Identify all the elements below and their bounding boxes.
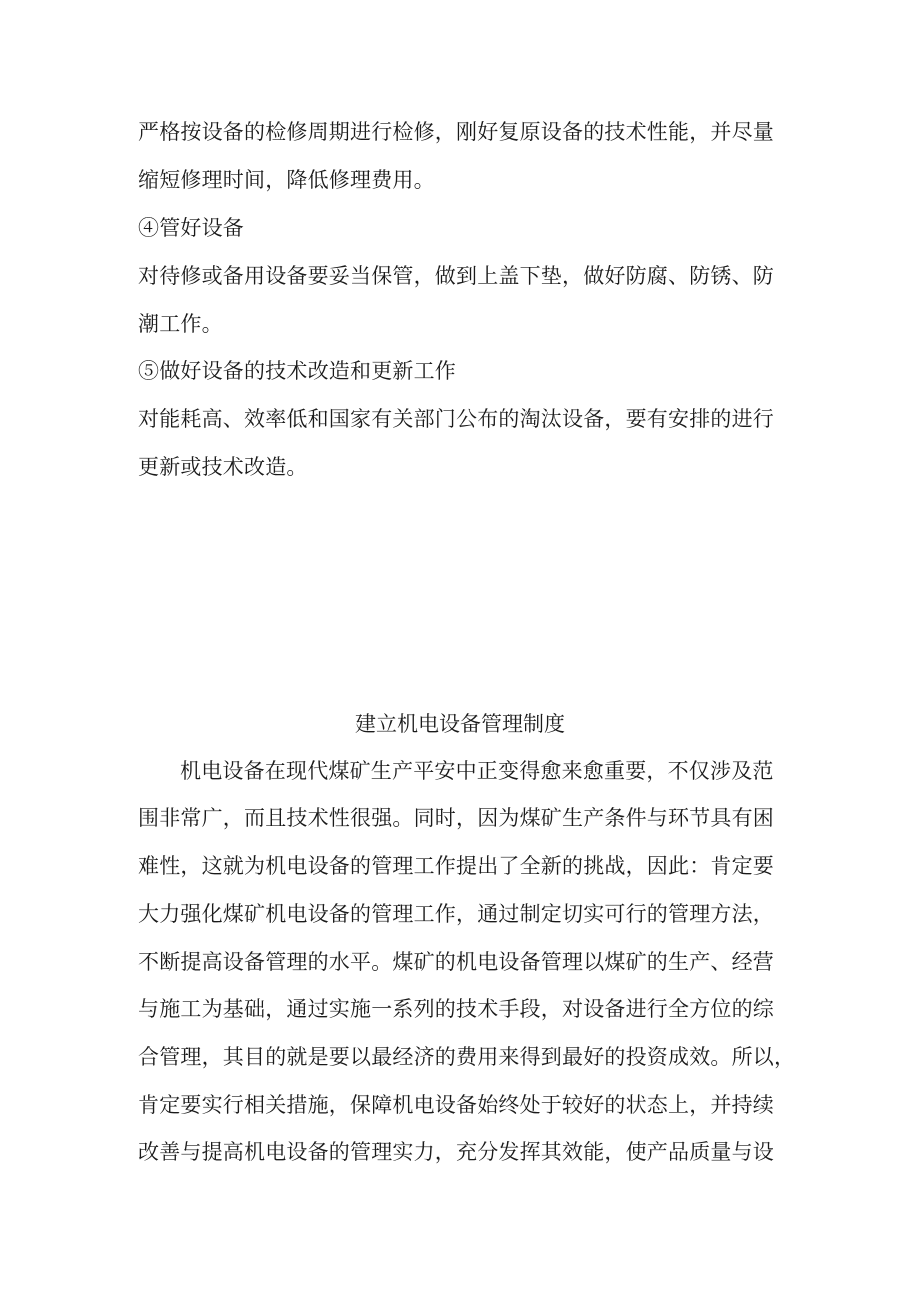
paragraph-line: 更新或技术改造。	[138, 455, 308, 479]
paragraph-line: 缩短修理时间，降低修理费用。	[138, 168, 435, 192]
paragraph-line: 严格按设备的检修周期进行检修，刚好复原设备的技术性能，并尽量	[138, 120, 774, 144]
paragraph-line: 机电设备在现代煤矿生产平安中正变得愈来愈重要，不仅涉及范	[180, 759, 774, 783]
paragraph-line: 难性，这就为机电设备的管理工作提出了全新的挑战，因此：肯定要	[138, 854, 774, 878]
paragraph-line: 大力强化煤矿机电设备的管理工作，通过制定切实可行的管理方法，	[138, 902, 774, 926]
paragraph-line: 潮工作。	[138, 312, 223, 336]
list-heading: ⑤做好设备的技术改造和更新工作	[138, 359, 456, 383]
paragraph-line: 与施工为基础，通过实施一系列的技术手段，对设备进行全方位的综	[138, 997, 774, 1021]
paragraph-line: 对待修或备用设备要妥当保管，做到上盖下垫，做好防腐、防锈、防	[138, 264, 774, 288]
list-heading: ④管好设备	[138, 216, 244, 240]
paragraph-line: 肯定要实行相关措施，保障机电设备始终处于较好的状态上，并持续	[138, 1093, 774, 1117]
paragraph-line: 围非常广，而且技术性很强。同时，因为煤矿生产条件与环节具有困	[138, 806, 774, 830]
paragraph-line: 改善与提高机电设备的管理实力，充分发挥其效能，使产品质量与设	[138, 1140, 774, 1164]
section-title: 建立机电设备管理制度	[355, 712, 565, 736]
paragraph-line: 对能耗高、效率低和国家有关部门公布的淘汰设备，要有安排的进行	[138, 407, 774, 431]
paragraph-line: 不断提高设备管理的水平。煤矿的机电设备管理以煤矿的生产、经营	[138, 950, 774, 974]
paragraph-line: 合管理，其目的就是要以最经济的费用来得到最好的投资成效。所以，	[138, 1045, 796, 1069]
